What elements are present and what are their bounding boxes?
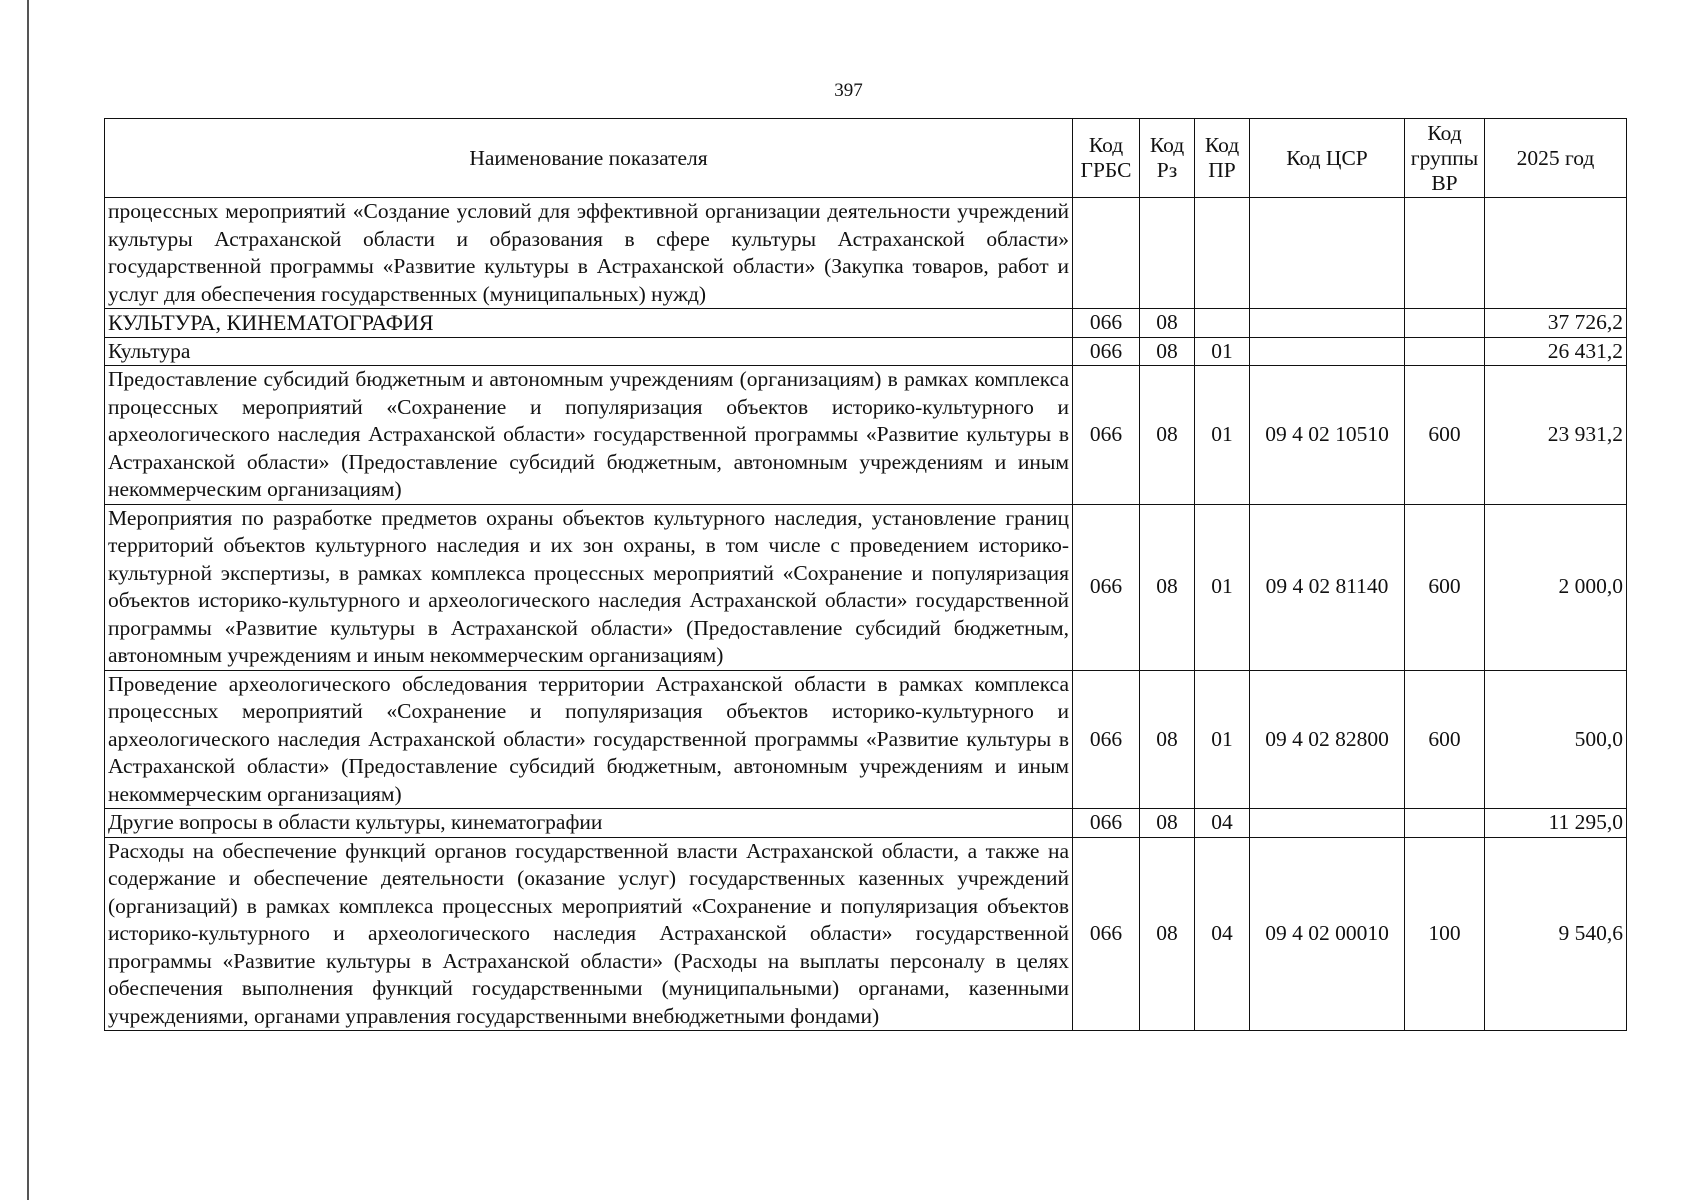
row-amount: 2 000,0 bbox=[1485, 504, 1627, 670]
header-vr: Код группы ВР bbox=[1405, 119, 1485, 198]
row-grbs: 066 bbox=[1073, 670, 1140, 809]
table-row bbox=[105, 809, 1627, 838]
row-amount: 26 431,2 bbox=[1485, 337, 1627, 366]
row-csr: 09 4 02 10510 bbox=[1250, 366, 1405, 505]
row-csr bbox=[1250, 309, 1405, 338]
row-amount: 9 540,6 bbox=[1485, 837, 1627, 1031]
row-grbs: 066 bbox=[1073, 504, 1140, 670]
table-row bbox=[105, 309, 1627, 338]
header-name: Наименование показателя bbox=[105, 119, 1073, 198]
row-name: Проведение археологического обследования территории Астраханской области в рамках комплекса процессных мероприятий «Сохранение и популяризация объектов историко-культурного и археологического наследия Астраханской области» государственной программы «Развитие культуры в Астраханской области» (Предоставление субсидий бюджетным, автономным учреждениям и иным некоммерческим организациям) bbox=[105, 670, 1073, 809]
table-row bbox=[105, 337, 1627, 366]
row-vr bbox=[1405, 337, 1485, 366]
scan-left-edge bbox=[27, 0, 29, 1200]
table-row bbox=[105, 198, 1627, 309]
header-csr: Код ЦСР bbox=[1250, 119, 1405, 198]
row-vr: 600 bbox=[1405, 366, 1485, 505]
row-vr bbox=[1405, 309, 1485, 338]
row-amount: 11 295,0 bbox=[1485, 809, 1627, 838]
row-pr: 04 bbox=[1195, 837, 1250, 1031]
table-row bbox=[105, 670, 1627, 809]
row-grbs: 066 bbox=[1073, 809, 1140, 838]
row-vr: 600 bbox=[1405, 670, 1485, 809]
row-amount bbox=[1485, 198, 1627, 309]
row-pr: 01 bbox=[1195, 504, 1250, 670]
header-grbs: Код ГРБС bbox=[1073, 119, 1140, 198]
row-pr: 01 bbox=[1195, 366, 1250, 505]
header-rz: Код Рз bbox=[1140, 119, 1195, 198]
row-csr: 09 4 02 82800 bbox=[1250, 670, 1405, 809]
table-row bbox=[105, 504, 1627, 670]
row-csr bbox=[1250, 337, 1405, 366]
row-pr: 01 bbox=[1195, 670, 1250, 809]
row-csr: 09 4 02 81140 bbox=[1250, 504, 1405, 670]
row-rz: 08 bbox=[1140, 504, 1195, 670]
table-row bbox=[105, 837, 1627, 1031]
table-row bbox=[105, 366, 1627, 505]
row-name: Расходы на обеспечение функций органов государственной власти Астраханской области, а также на содержание и обеспечение деятельности (оказание услуг) государственных казенных учреждений (организаций) в рамках комплекса процессных мероприятий «Сохранение и популяризация объектов историко-культурного и археологического наследия Астраханской области» государственной программы «Развитие культуры в Астраханской области» (Расходы на выплаты персоналу в целях обеспечения выполнения функций государственными (муниципальными) органами, казенными учреждениями, органами управления государственными внебюджетными фондами) bbox=[105, 837, 1073, 1031]
row-vr bbox=[1405, 198, 1485, 309]
row-name: Мероприятия по разработке предметов охраны объектов культурного наследия, установление границ территорий объектов культурного наследия и их зон охраны, в том числе с проведением историко-культурной экспертизы, в рамках комплекса процессных мероприятий «Сохранение и популяризация объектов историко-культурного и археологического наследия Астраханской области» государственной программы «Развитие культуры в Астраханской области» (Предоставление субсидий бюджетным, автономным учреждениям и иным некоммерческим организациям) bbox=[105, 504, 1073, 670]
header-year: 2025 год bbox=[1485, 119, 1627, 198]
row-amount: 23 931,2 bbox=[1485, 366, 1627, 505]
page-number: 397 bbox=[834, 80, 863, 101]
row-pr bbox=[1195, 309, 1250, 338]
row-grbs: 066 bbox=[1073, 309, 1140, 338]
table-header-row bbox=[105, 119, 1627, 198]
row-grbs: 066 bbox=[1073, 366, 1140, 505]
row-rz: 08 bbox=[1140, 809, 1195, 838]
row-rz: 08 bbox=[1140, 337, 1195, 366]
row-amount: 37 726,2 bbox=[1485, 309, 1627, 338]
row-grbs: 066 bbox=[1073, 337, 1140, 366]
row-pr: 01 bbox=[1195, 337, 1250, 366]
row-name: Предоставление субсидий бюджетным и автономным учреждениям (организациям) в рамках комплекса процессных мероприятий «Сохранение и популяризация объектов историко-культурного и археологического наследия Астраханской области» государственной программы «Развитие культуры в Астраханской области» (Предоставление субсидий бюджетным, автономным учреждениям и иным некоммерческим организациям) bbox=[105, 366, 1073, 505]
row-pr: 04 bbox=[1195, 809, 1250, 838]
row-rz: 08 bbox=[1140, 670, 1195, 809]
row-name: Другие вопросы в области культуры, кинематографии bbox=[105, 809, 1073, 838]
row-grbs bbox=[1073, 198, 1140, 309]
row-vr: 600 bbox=[1405, 504, 1485, 670]
row-csr: 09 4 02 00010 bbox=[1250, 837, 1405, 1031]
row-name: процессных мероприятий «Создание условий для эффективной организации деятельности учреждений культуры Астраханской области и образования в сфере культуры Астраханской области» государственной программы «Развитие культуры в Астраханской области» (Закупка товаров, работ и услуг для обеспечения государственных (муниципальных) нужд) bbox=[105, 198, 1073, 309]
row-name: Культура bbox=[105, 337, 1073, 366]
row-rz bbox=[1140, 198, 1195, 309]
row-grbs: 066 bbox=[1073, 837, 1140, 1031]
header-pr: Код ПР bbox=[1195, 119, 1250, 198]
row-vr bbox=[1405, 809, 1485, 838]
budget-table bbox=[104, 118, 1627, 1031]
row-vr: 100 bbox=[1405, 837, 1485, 1031]
row-rz: 08 bbox=[1140, 837, 1195, 1031]
row-rz: 08 bbox=[1140, 309, 1195, 338]
row-name: КУЛЬТУРА, КИНЕМАТОГРАФИЯ bbox=[105, 309, 1073, 338]
row-amount: 500,0 bbox=[1485, 670, 1627, 809]
row-pr bbox=[1195, 198, 1250, 309]
row-csr bbox=[1250, 809, 1405, 838]
row-rz: 08 bbox=[1140, 366, 1195, 505]
row-csr bbox=[1250, 198, 1405, 309]
